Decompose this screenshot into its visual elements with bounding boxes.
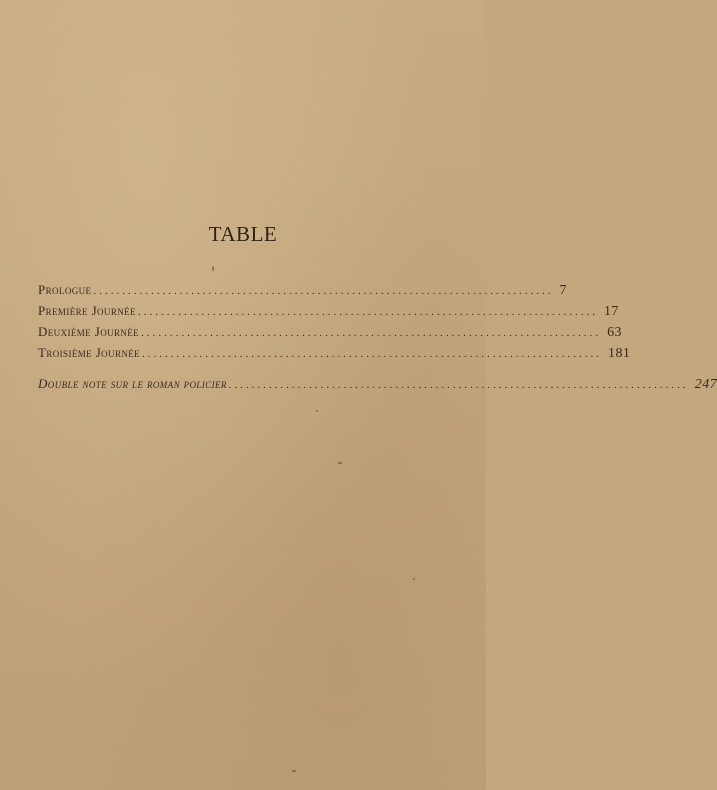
toc-entry-page: 181: [608, 346, 631, 361]
dot-leader: ................................................................................: [137, 306, 598, 318]
toc-entry-page: 17: [603, 304, 619, 319]
toc-entry-deuxieme-journee: [38, 324, 622, 345]
paper-speck: [316, 410, 318, 412]
toc-entry-page: 247: [694, 377, 717, 392]
toc-entry-label: Prologue: [38, 282, 92, 297]
paper-speck: [292, 770, 296, 772]
dot-leader: ................................................................................: [228, 379, 689, 391]
toc-entry-prologue: [38, 282, 567, 303]
toc-entry-page: 7: [559, 283, 567, 298]
paper-speck: [212, 266, 214, 271]
paper-speck: [413, 578, 415, 580]
toc-entry-premiere-journee: [38, 303, 619, 324]
page-title: TABLE: [208, 222, 278, 246]
toc-entry-label: Première Journée: [38, 303, 136, 318]
paper-speck: [338, 462, 342, 464]
dot-leader: ................................................................................: [142, 348, 603, 360]
toc-entry-label: Double note sur le roman policier: [38, 376, 227, 391]
toc-entry-label: Troisième Journée: [38, 345, 141, 360]
dot-leader: ................................................................................: [93, 285, 554, 297]
toc-entry-troisieme-journee: [38, 345, 631, 366]
dot-leader: ................................................................................: [141, 327, 602, 339]
table-of-contents: [38, 282, 717, 397]
toc-entry-double-note: [38, 376, 717, 397]
toc-entry-label: Deuxième Journée: [38, 324, 140, 339]
toc-entry-page: 63: [607, 325, 622, 340]
